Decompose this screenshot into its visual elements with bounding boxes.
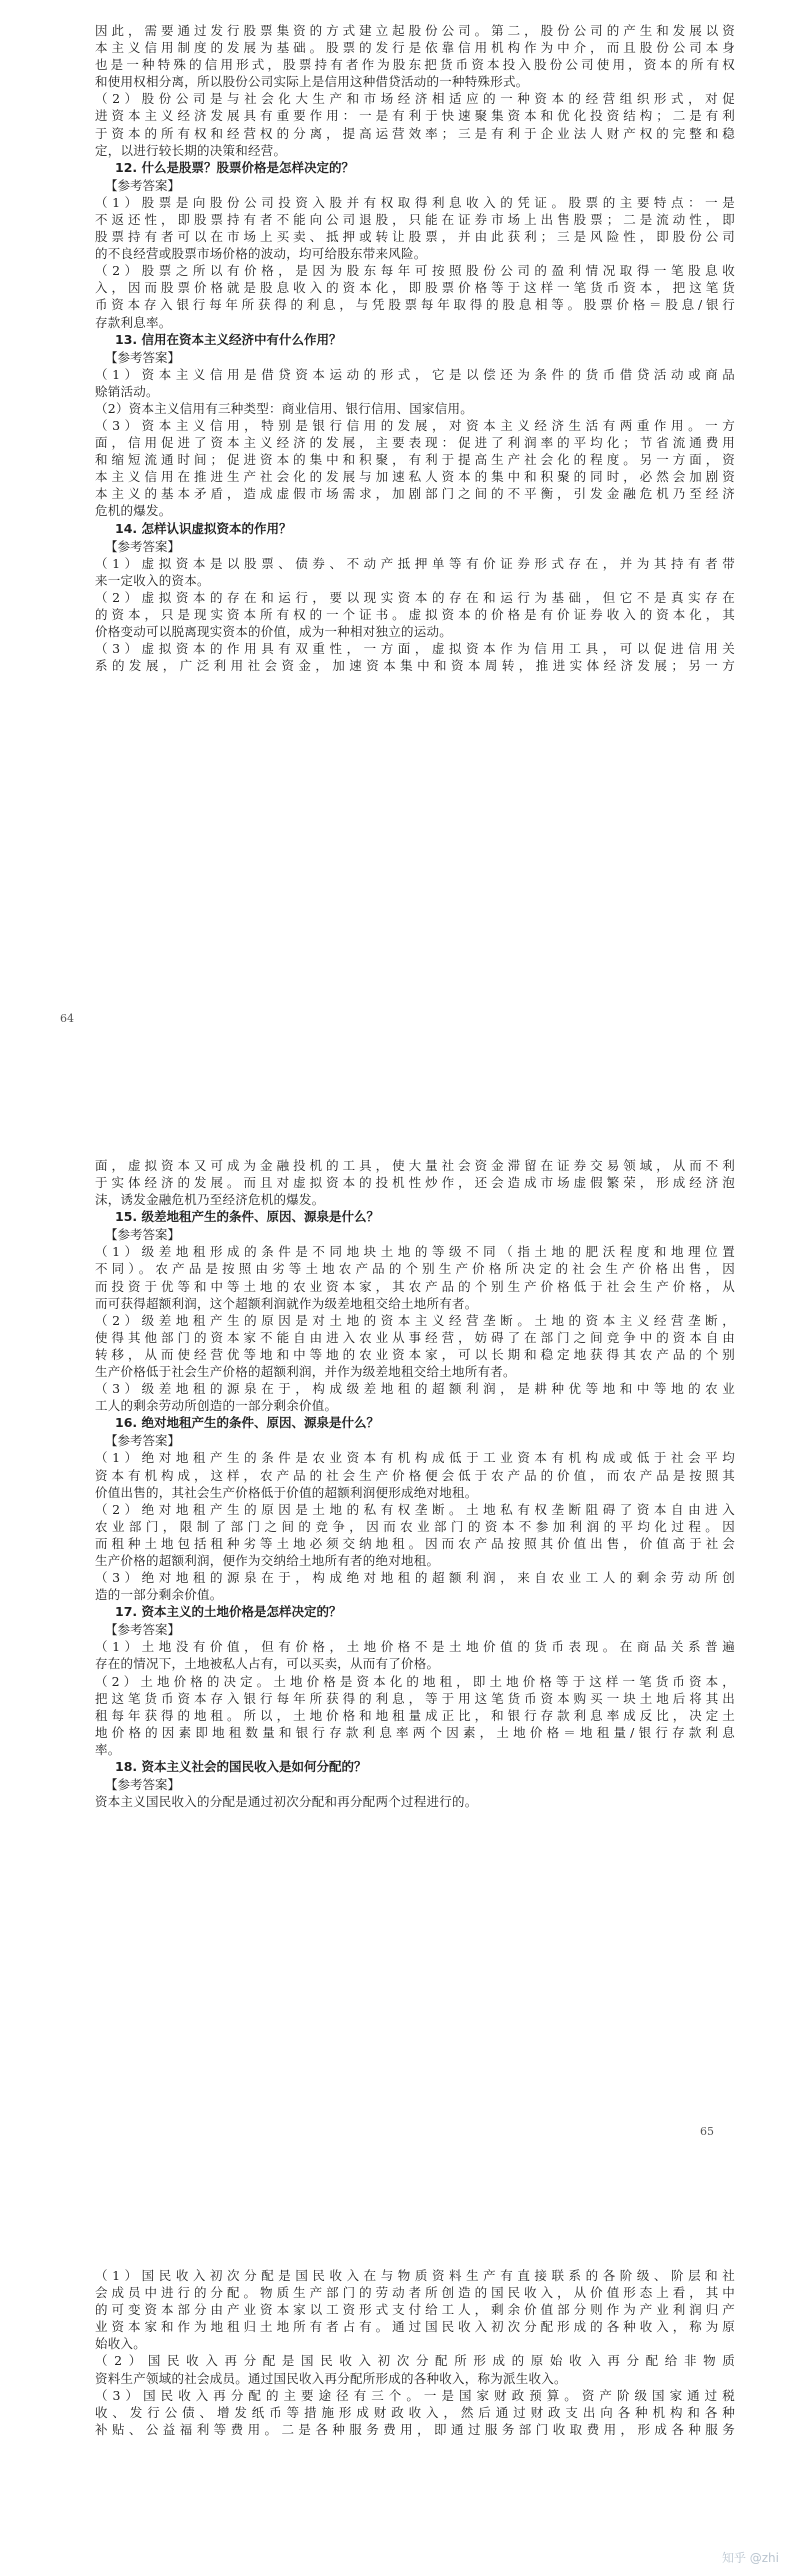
text-line: 和缩短流通时间；促进资本的集中和积聚，有利于提高生产社会化的程度。另一方面，资 <box>95 452 735 468</box>
text-line: （3）虚拟资本的作用具有双重性，一方面，虚拟资本作为信用工具，可以促进信用关 <box>95 641 735 657</box>
text-line: （2）级差地租产生的原因是对土地的资本主义经营垄断。土地的资本主义经营垄断， <box>95 1312 735 1328</box>
text-line: 危机的爆发。 <box>95 503 172 519</box>
text-line: 生产价格低于社会生产价格的超额利润，并作为级差地租交给土地所有者。 <box>95 1364 516 1380</box>
page-number-65: 65 <box>700 2125 714 2138</box>
text-line: 沫，诱发金融危机乃至经济危机的爆发。 <box>95 1192 325 1208</box>
text-line: 和使用权相分离，所以股份公司实际上是信用这种借贷活动的一种特殊形式。 <box>95 74 529 90</box>
text-line: 资本有机构成，这样，农产品的社会生产价格便会低于农产品的价值，而农产品是按照其 <box>95 1467 735 1483</box>
text-line: （1）国民收入初次分配是国民收入在与物质资料生产有直接联系的各阶级、阶层和社 <box>95 2268 735 2283</box>
text-line: 的可变资本部分由产业资本家以工资形式支付给工人，剩余价值部分则作为产业利润归产 <box>95 2302 735 2318</box>
text-line: 地价格的因素即地租数量和银行存款利息率两个因素，土地价格＝地租量/银行存款利息 <box>95 1724 735 1740</box>
text-line: 面，信用促进了资本主义经济的发展，主要表现：促进了利润率的平均化；节省流通费用 <box>95 435 735 451</box>
text-line: 存在的情况下，土地被私人占有，可以买卖，从而有了价格。 <box>95 1656 440 1672</box>
text-line: （1）级差地租形成的条件是不同地块土地的等级不同（指土地的肥沃程度和地理位置 <box>95 1244 735 1260</box>
text-line: （2）股份公司是与社会化大生产和市场经济相适应的一种资本的经营组织形式，对促 <box>95 91 735 107</box>
book-page-64 <box>0 0 797 1040</box>
watermark: 知乎 @zhi <box>721 2551 779 2565</box>
text-line: 农业部门，限制了部门之间的竞争，因而农业部门的资本不参加利润的平均化过程。因 <box>95 1518 735 1534</box>
text-line: （2）土地价格的决定。土地价格是资本化的地租，即土地价格等于这样一笔货币资本， <box>95 1673 735 1689</box>
text-line: 入，因而股票价格就是股息收入的资本化，即股票价格等于这样一笔货币资本，把这笔货 <box>95 280 735 296</box>
text-line: 而租种土地包括租种劣等土地必须交纳地租。因而农产品按照其价值出售，价值高于社会 <box>95 1535 735 1551</box>
answer-label: 【参考答案】 <box>105 538 181 554</box>
question-heading: 14. 怎样认识虚拟资本的作用？ <box>115 520 292 536</box>
text-line: 会成员中进行的分配。物质生产部门的劳动者所创造的国民收入，从价值形态上看，其中 <box>95 2285 735 2301</box>
text-line: 不返还性，即股票持有者不能向公司退股，只能在证券市场上出售股票；二是流动性，即 <box>95 211 735 227</box>
text-line: （1）虚拟资本是以股票、债券、不动产抵押单等有价证券形式存在，并为其持有者带 <box>95 555 735 571</box>
book-page-65 <box>0 1135 797 2165</box>
text-line: （3）国民收入再分配的主要途径有三个。一是国家财政预算。资产阶级国家通过税 <box>95 2387 735 2403</box>
text-line: 资料生产领域的社会成员。通过国民收入再分配所形成的各种收入，称为派生收入。 <box>95 2370 567 2386</box>
text-line: （1）股票是向股份公司投资入股并有权取得利息收入的凭证。股票的主要特点：一是 <box>95 194 735 210</box>
question-heading: 15. 级差地租产生的条件、原因、源泉是什么？ <box>115 1209 379 1225</box>
answer-label: 【参考答案】 <box>105 1777 181 1792</box>
book-page-66 <box>0 2245 797 2572</box>
text-line: 也是一种特殊的信用形式，股票持有者作为股东把货币资本投入股份公司使用，资本的所有权 <box>95 57 735 73</box>
text-line: （2）资本主义信用有三种类型：商业信用、银行信用、国家信用。 <box>95 400 473 416</box>
text-line: 使得其他部门的资本家不能自由进入农业从事经营，妨碍了在部门之间竞争中的资本自由 <box>95 1329 735 1345</box>
answer-label: 【参考答案】 <box>105 1622 181 1638</box>
text-line: （1）绝对地租产生的条件是农业资本有机构成低于工业资本有机构成或低于社会平均 <box>95 1450 735 1466</box>
text-line: 于资本的所有权和经营权的分离，提高运营效率；三是有利于企业法人财产权的完整和稳 <box>95 125 735 141</box>
text-line: 把这笔货币资本存入银行每年所获得的利息，等于用这笔货币资本购买一块土地后将其出 <box>95 1690 735 1706</box>
text-line: 股票持有者可以在市场上买卖、抵押或转让股票，并由此获利；三是风险性，即股份公司 <box>95 229 735 245</box>
page-65-text <box>95 1157 735 1810</box>
question-heading: 12. 什么是股票？股票价格是怎样决定的？ <box>115 159 354 175</box>
text-line: 价值出售的，其社会生产价格低于价值的超额利润便形成绝对地租。 <box>95 1484 478 1500</box>
text-line: 转移，从而使经营优等地和中等地的农业资本家，可以长期和稳定地获得其农产品的个别 <box>95 1346 735 1362</box>
text-line: 而可获得超额利润，这个超额利润就作为级差地租交给土地所有者。 <box>95 1295 478 1311</box>
text-line: 面，虚拟资本又可成为金融投机的工具，使大量社会资金滞留在证券交易领域，从而不利 <box>95 1158 735 1173</box>
page-66-text <box>95 2267 735 2438</box>
text-line: （2）虚拟资本的存在和运行，要以现实资本的存在和运行为基础，但它不是真实存在 <box>95 589 735 605</box>
text-line: 生产价格的超额利润，便作为交纳给土地所有者的绝对地租。 <box>95 1552 440 1568</box>
text-line: 币资本存入银行每年所获得的利息，与凭股票每年取得的股息相等。股票价格＝股息/银行 <box>95 297 735 313</box>
text-line: 率。 <box>95 1741 121 1757</box>
text-line: （2）国民收入再分配是国民收入初次分配所形成的原始收入再分配给非物质 <box>95 2353 735 2369</box>
text-line: 资本主义国民收入的分配是通过初次分配和再分配两个过程进行的。 <box>95 1794 478 1810</box>
page-number-64: 64 <box>60 1012 74 1025</box>
text-line: 的不良经营或股票市场价格的波动，均可给股东带来风险。 <box>95 246 427 262</box>
text-line: 的资本，只是现实资本所有权的一个证书。虚拟资本的价格是有价证券收入的资本化，其 <box>95 606 735 622</box>
text-line: 而投资于优等和中等土地的农业资本家，其农产品的个别生产价格低于社会生产价格，从 <box>95 1278 735 1294</box>
text-line: （2）股票之所以有价格，是因为股东每年可按照股份公司的盈利情况取得一笔股息收 <box>95 263 735 279</box>
text-line: 本主义的基本矛盾，造成虚假市场需求，加剧部门之间的不平衡，引发金融危机乃至经济 <box>95 486 735 502</box>
text-line: 系的发展，广泛利用社会资金，加速资本集中和资本周转，推进实体经济发展；另一方 <box>95 658 735 674</box>
text-line: 工人的剩余劳动所创造的一部分剩余价值。 <box>95 1398 338 1414</box>
text-line: 定，以进行较长期的决策和经营。 <box>95 142 287 158</box>
text-line: 业资本家和作为地租归土地所有者占有。通过国民收入初次分配形成的各种收入，称为原 <box>95 2319 735 2335</box>
answer-label: 【参考答案】 <box>105 1433 181 1449</box>
text-line: （1）资本主义信用是借贷资本运动的形式，它是以偿还为条件的货币借贷活动或商品 <box>95 366 735 382</box>
answer-label: 【参考答案】 <box>105 349 181 365</box>
text-line: 来一定收入的资本。 <box>95 572 210 588</box>
answer-label: 【参考答案】 <box>105 177 181 193</box>
text-line: （1）土地没有价值，但有价格，土地价格不是土地价值的货币表现。在商品关系普遍 <box>95 1639 735 1655</box>
text-line: 赊销活动。 <box>95 383 159 399</box>
question-heading: 17. 资本主义的土地价格是怎样决定的？ <box>115 1604 342 1620</box>
text-line: （2）绝对地租产生的原因是土地的私有权垄断。土地私有权垄断阻碍了资本自由进入 <box>95 1501 735 1517</box>
question-heading: 13. 信用在资本主义经济中有什么作用？ <box>115 331 342 347</box>
text-line: （3）级差地租的源泉在于，构成级差地租的超额利润，是耕种优等地和中等地的农业 <box>95 1381 735 1397</box>
text-line: 始收入。 <box>95 2336 147 2352</box>
text-line: 进资本主义经济发展具有重要作用：一是有利于快速聚集资本和优化投资结构；二是有利 <box>95 108 735 124</box>
question-heading: 16. 绝对地租产生的条件、原因、源泉是什么？ <box>115 1415 379 1431</box>
text-line: 不同）。农产品是按照由劣等土地农产品的个别生产价格所决定的社会生产价格出售，因 <box>95 1261 735 1277</box>
question-heading: 18. 资本主义社会的国民收入是如何分配的？ <box>115 1759 367 1774</box>
text-line: （3）资本主义信用，特别是银行信用的发展，对资本主义经济生活有两重作用。一方 <box>95 417 735 433</box>
text-line: 存款利息率。 <box>95 314 172 330</box>
text-line: （3）绝对地租的源泉在于，构成绝对地租的超额利润，来自农业工人的剩余劳动所创 <box>95 1570 735 1586</box>
text-line: 造的一部分剩余价值。 <box>95 1587 223 1603</box>
answer-label: 【参考答案】 <box>105 1227 181 1243</box>
text-line: 于实体经济的发展。而且对虚拟资本的投机性炒作，还会造成市场虚假繁荣，形成经济泡 <box>95 1175 735 1191</box>
text-line: 收、发行公债、增发纸币等措施形成财政收入，然后通过财政支出向各种机构和各种 <box>95 2404 735 2420</box>
text-line: 租每年获得的地租。所以，土地价格和地租量成正比，和银行存款利息率成反比，决定土 <box>95 1707 735 1723</box>
text-line: 本主义信用在推进生产社会化的发展与加速私人资本的集中和积聚的同时，必然会加剧资 <box>95 469 735 485</box>
text-line: 本主义信用制度的发展为基础。股票的发行是依靠信用机构作为中介，而且股份公司本身 <box>95 40 735 56</box>
text-line: 补贴、公益福利等费用。二是各种服务费用，即通过服务部门收取费用，形成各种服务 <box>95 2421 735 2437</box>
text-line: 因此，需要通过发行股票集资的方式建立起股份公司。第二，股份公司的产生和发展以资 <box>95 23 735 38</box>
text-line: 价格变动可以脱离现实资本的价值，成为一种相对独立的运动。 <box>95 624 453 639</box>
page-64-text <box>95 22 735 674</box>
